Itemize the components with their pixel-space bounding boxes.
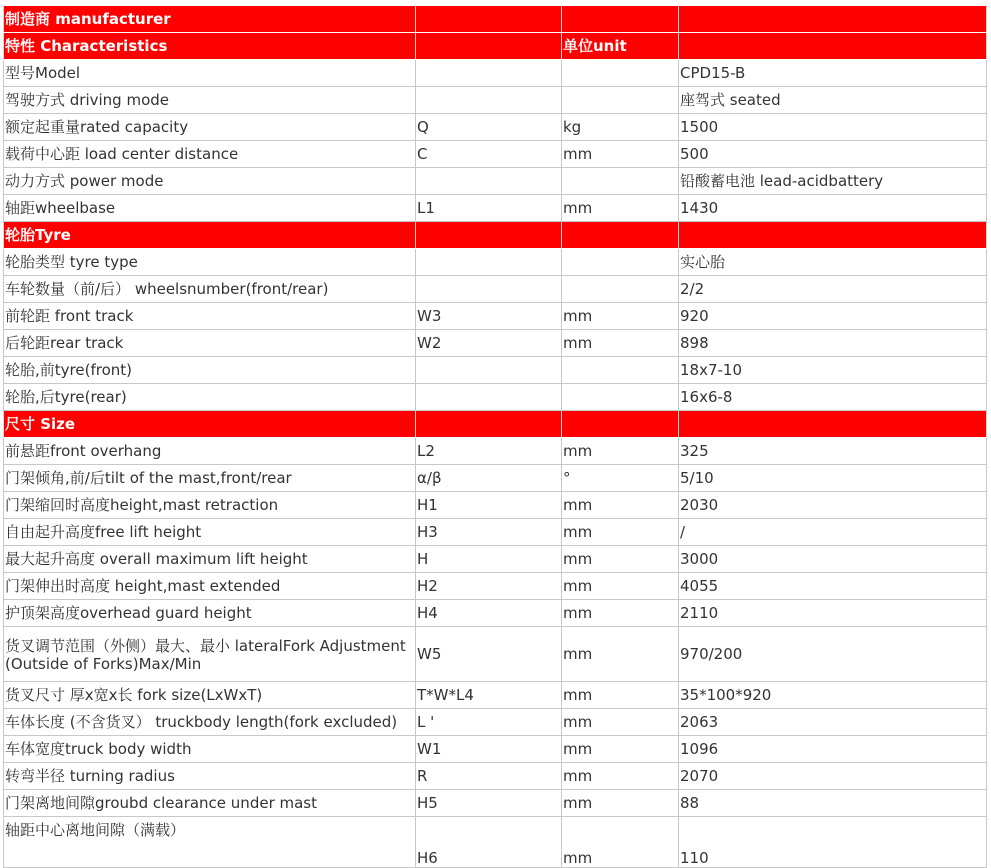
value-cell: 1430 [679, 195, 987, 222]
item-label-cell: 转弯半径 turning radius [4, 763, 416, 790]
value-cell: 座驾式 seated [679, 87, 987, 114]
table-row [4, 330, 987, 357]
item-label-cell: 轴距中心离地间隙（满载） [4, 817, 416, 868]
symbol-cell: W3 [416, 303, 562, 330]
item-label-cell: 动力方式 power mode [4, 168, 416, 195]
value-cell: 1096 [679, 736, 987, 763]
symbol-cell [416, 249, 562, 276]
value-cell: 3000 [679, 546, 987, 573]
unit-cell: mm [562, 438, 679, 465]
table-row [4, 573, 987, 600]
section-item-label-cell: 尺寸 Size [4, 411, 416, 438]
item-label-cell: 轴距wheelbase [4, 195, 416, 222]
section-header-row [4, 222, 987, 249]
symbol-cell: H2 [416, 573, 562, 600]
unit-cell: mm [562, 492, 679, 519]
table-row [4, 249, 987, 276]
unit-cell [562, 249, 679, 276]
table-row [4, 763, 987, 790]
unit-cell: mm [562, 330, 679, 357]
table-row [4, 168, 987, 195]
symbol-cell: H5 [416, 790, 562, 817]
table-row [4, 276, 987, 303]
unit-cell: mm [562, 682, 679, 709]
section-symbol-cell [416, 222, 562, 249]
symbol-cell: T*W*L4 [416, 682, 562, 709]
table-row [4, 709, 987, 736]
section-header-row [4, 411, 987, 438]
table-row [4, 736, 987, 763]
symbol-cell: W5 [416, 627, 562, 682]
unit-cell: ° [562, 465, 679, 492]
value-cell: 2/2 [679, 276, 987, 303]
section-header-row [4, 6, 987, 33]
item-label-cell: 额定起重量rated capacity [4, 114, 416, 141]
unit-cell: mm [562, 546, 679, 573]
unit-cell: mm [562, 195, 679, 222]
item-label-cell: 载荷中心距 load center distance [4, 141, 416, 168]
item-label-cell: 门架倾角,前/后tilt of the mast,front/rear [4, 465, 416, 492]
symbol-cell: Q [416, 114, 562, 141]
table-row [4, 114, 987, 141]
section-item-label-cell: 轮胎Tyre [4, 222, 416, 249]
unit-cell [562, 357, 679, 384]
symbol-cell [416, 87, 562, 114]
item-label-cell: 前悬距front overhang [4, 438, 416, 465]
item-label-cell: 车轮数量（前/后） wheelsnumber(front/rear) [4, 276, 416, 303]
section-unit-cell [562, 6, 679, 33]
value-cell: 铅酸蓄电池 lead-acidbattery [679, 168, 987, 195]
unit-cell: mm [562, 600, 679, 627]
symbol-cell [416, 384, 562, 411]
table-row [4, 790, 987, 817]
value-cell: 500 [679, 141, 987, 168]
table-row [4, 141, 987, 168]
item-label-cell: 后轮距rear track [4, 330, 416, 357]
item-label-cell: 门架伸出时高度 height,mast extended [4, 573, 416, 600]
symbol-cell [416, 168, 562, 195]
unit-cell: mm [562, 790, 679, 817]
symbol-cell: W2 [416, 330, 562, 357]
symbol-cell [416, 357, 562, 384]
section-item-label-cell: 制造商 manufacturer [4, 6, 416, 33]
section-header-row [4, 33, 987, 60]
table-row [4, 195, 987, 222]
unit-cell: mm [562, 627, 679, 682]
item-label-cell: 护顶架高度overhead guard height [4, 600, 416, 627]
unit-cell: mm [562, 519, 679, 546]
symbol-cell: C [416, 141, 562, 168]
section-item-label-cell: 特性 Characteristics [4, 33, 416, 60]
value-cell: 2110 [679, 600, 987, 627]
item-label-cell: 前轮距 front track [4, 303, 416, 330]
item-label-cell: 自由起升高度free lift height [4, 519, 416, 546]
unit-cell: mm [562, 573, 679, 600]
symbol-cell: L2 [416, 438, 562, 465]
item-label-cell: 货叉调节范围（外侧）最大、最小 lateralFork Adjustment(Outside of Forks)Max/Min [4, 627, 416, 682]
symbol-cell [416, 60, 562, 87]
unit-cell [562, 87, 679, 114]
section-symbol-cell [416, 6, 562, 33]
value-cell: 920 [679, 303, 987, 330]
symbol-cell: L ' [416, 709, 562, 736]
symbol-cell: H4 [416, 600, 562, 627]
table-row [4, 492, 987, 519]
symbol-cell: L1 [416, 195, 562, 222]
item-label-cell: 轮胎,后tyre(rear) [4, 384, 416, 411]
section-value-cell [679, 6, 987, 33]
value-cell: 88 [679, 790, 987, 817]
value-cell: 2063 [679, 709, 987, 736]
unit-cell: mm [562, 303, 679, 330]
unit-cell: mm [562, 709, 679, 736]
unit-cell: mm [562, 736, 679, 763]
symbol-cell: H6 [416, 817, 562, 868]
item-label-cell: 车体宽度truck body width [4, 736, 416, 763]
unit-cell: mm [562, 817, 679, 868]
item-label-cell: 货叉尺寸 厚x宽x长 fork size(LxWxT) [4, 682, 416, 709]
value-cell: 35*100*920 [679, 682, 987, 709]
table-row [4, 60, 987, 87]
value-cell: CPD15-B [679, 60, 987, 87]
table-row [4, 357, 987, 384]
section-value-cell [679, 411, 987, 438]
item-label-cell: 门架缩回时高度height,mast retraction [4, 492, 416, 519]
table-row [4, 600, 987, 627]
unit-cell [562, 168, 679, 195]
item-label-cell: 轮胎,前tyre(front) [4, 357, 416, 384]
unit-cell [562, 276, 679, 303]
unit-cell [562, 384, 679, 411]
section-symbol-cell [416, 411, 562, 438]
table-row [4, 87, 987, 114]
item-label-cell: 车体长度 (不含货叉） truckbody length(fork excluded) [4, 709, 416, 736]
item-label-cell: 门架离地间隙groubd clearance under mast [4, 790, 416, 817]
symbol-cell: H3 [416, 519, 562, 546]
symbol-cell: R [416, 763, 562, 790]
table-row [4, 627, 987, 682]
value-cell: 18x7-10 [679, 357, 987, 384]
table-row [4, 546, 987, 573]
symbol-cell: W1 [416, 736, 562, 763]
value-cell: 16x6-8 [679, 384, 987, 411]
table-row [4, 519, 987, 546]
unit-cell: kg [562, 114, 679, 141]
section-value-cell [679, 33, 987, 60]
section-unit-cell [562, 222, 679, 249]
section-value-cell [679, 222, 987, 249]
symbol-cell [416, 276, 562, 303]
item-label-cell: 最大起升高度 overall maximum lift height [4, 546, 416, 573]
unit-cell: mm [562, 763, 679, 790]
value-cell: 实心胎 [679, 249, 987, 276]
value-cell: 325 [679, 438, 987, 465]
value-cell: 2070 [679, 763, 987, 790]
value-cell: / [679, 519, 987, 546]
table-row [4, 303, 987, 330]
table-row [4, 682, 987, 709]
table-row [4, 465, 987, 492]
spec-table [3, 5, 987, 868]
symbol-cell: H [416, 546, 562, 573]
symbol-cell: α/β [416, 465, 562, 492]
value-cell: 970/200 [679, 627, 987, 682]
value-cell: 4055 [679, 573, 987, 600]
section-symbol-cell [416, 33, 562, 60]
unit-cell [562, 60, 679, 87]
spec-table-body [4, 6, 987, 868]
value-cell: 1500 [679, 114, 987, 141]
section-unit-cell: 单位unit [562, 33, 679, 60]
value-cell: 110 [679, 817, 987, 868]
table-row [4, 384, 987, 411]
unit-cell: mm [562, 141, 679, 168]
value-cell: 898 [679, 330, 987, 357]
item-label-cell: 驾驶方式 driving mode [4, 87, 416, 114]
value-cell: 5/10 [679, 465, 987, 492]
section-unit-cell [562, 411, 679, 438]
table-row [4, 438, 987, 465]
symbol-cell: H1 [416, 492, 562, 519]
item-label-cell: 型号Model [4, 60, 416, 87]
value-cell: 2030 [679, 492, 987, 519]
table-row [4, 817, 987, 868]
item-label-cell: 轮胎类型 tyre type [4, 249, 416, 276]
